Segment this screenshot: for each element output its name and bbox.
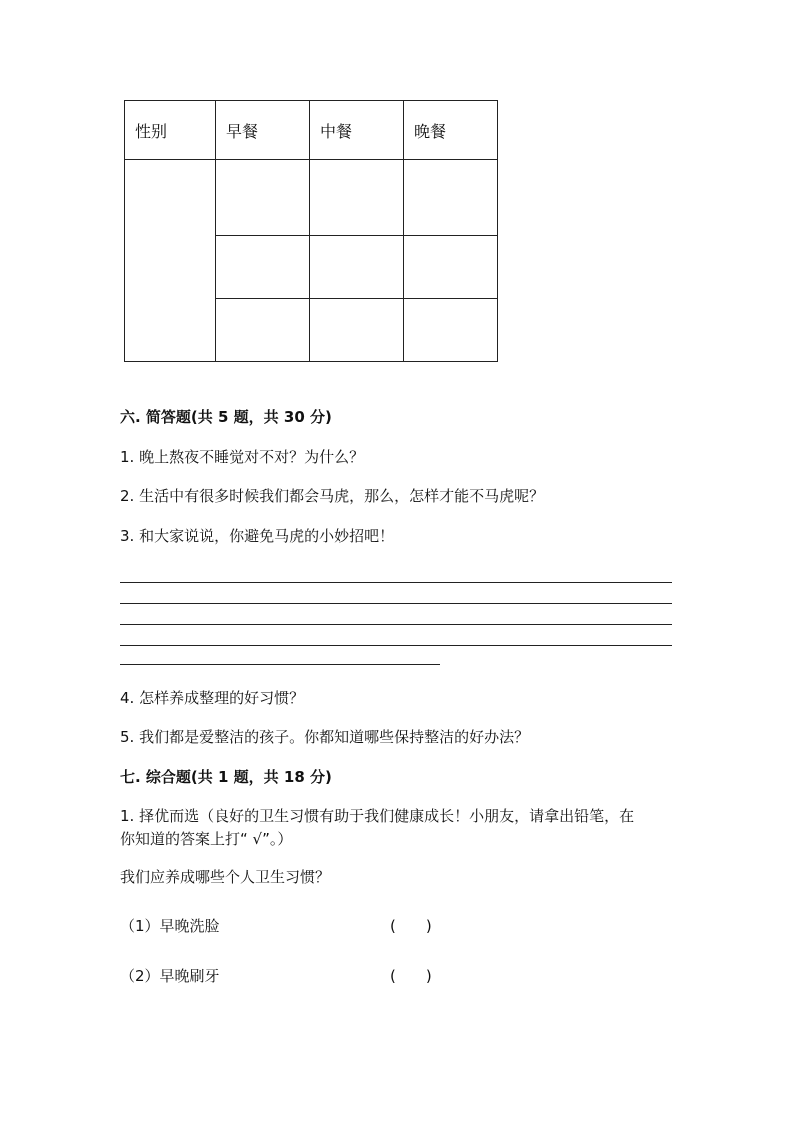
header-gender: 性别 — [125, 101, 216, 160]
table-cell — [310, 236, 404, 299]
table-header-row — [125, 101, 498, 160]
table-cell — [404, 236, 498, 299]
section7-title: 七. 综合题(共 1 题，共 18 分) — [120, 768, 332, 786]
question-4: 4. 怎样养成整理的好习惯？ — [120, 689, 305, 707]
answer-line[interactable] — [120, 624, 672, 625]
table-cell — [216, 160, 310, 236]
question-2: 2. 生活中有很多时候我们都会马虎，那么，怎样才能不马虎呢？ — [120, 487, 545, 505]
answer-line[interactable] — [120, 582, 672, 583]
question-1: 1. 晚上熬夜不睡觉对不对？为什么？ — [120, 448, 365, 466]
option-2-blank[interactable]: ( ) — [390, 967, 432, 985]
section7-q1-line2: 你知道的答案上打“ √”。） — [120, 830, 293, 848]
header-breakfast: 早餐 — [216, 101, 310, 160]
question-3: 3. 和大家说说，你避免马虎的小妙招吧！ — [120, 527, 395, 545]
table-cell — [404, 299, 498, 362]
table-cell — [310, 299, 404, 362]
option-1-label: （1）早晚洗脸 — [120, 917, 220, 935]
option-2-label: （2）早晚刷牙 — [120, 967, 220, 985]
table-row — [125, 160, 498, 236]
answer-line[interactable] — [120, 645, 672, 646]
option-1-blank[interactable]: ( ) — [390, 917, 432, 935]
answer-line[interactable] — [120, 603, 672, 604]
section7-q1-line1: 1. 择优而选（良好的卫生习惯有助于我们健康成长！小朋友，请拿出铅笔，在 — [120, 807, 635, 825]
table-cell — [216, 299, 310, 362]
table-cell — [310, 160, 404, 236]
answer-line[interactable] — [120, 664, 440, 665]
table-cell — [216, 236, 310, 299]
header-dinner: 晚餐 — [404, 101, 498, 160]
section6-title: 六. 简答题(共 5 题，共 30 分) — [120, 408, 332, 426]
question-5: 5. 我们都是爱整洁的孩子。你都知道哪些保持整洁的好办法？ — [120, 728, 530, 746]
header-lunch: 中餐 — [310, 101, 404, 160]
section7-prompt: 我们应养成哪些个人卫生习惯？ — [120, 868, 331, 886]
meal-table — [124, 100, 498, 362]
table-cell — [404, 160, 498, 236]
table-cell-gender — [125, 160, 216, 362]
